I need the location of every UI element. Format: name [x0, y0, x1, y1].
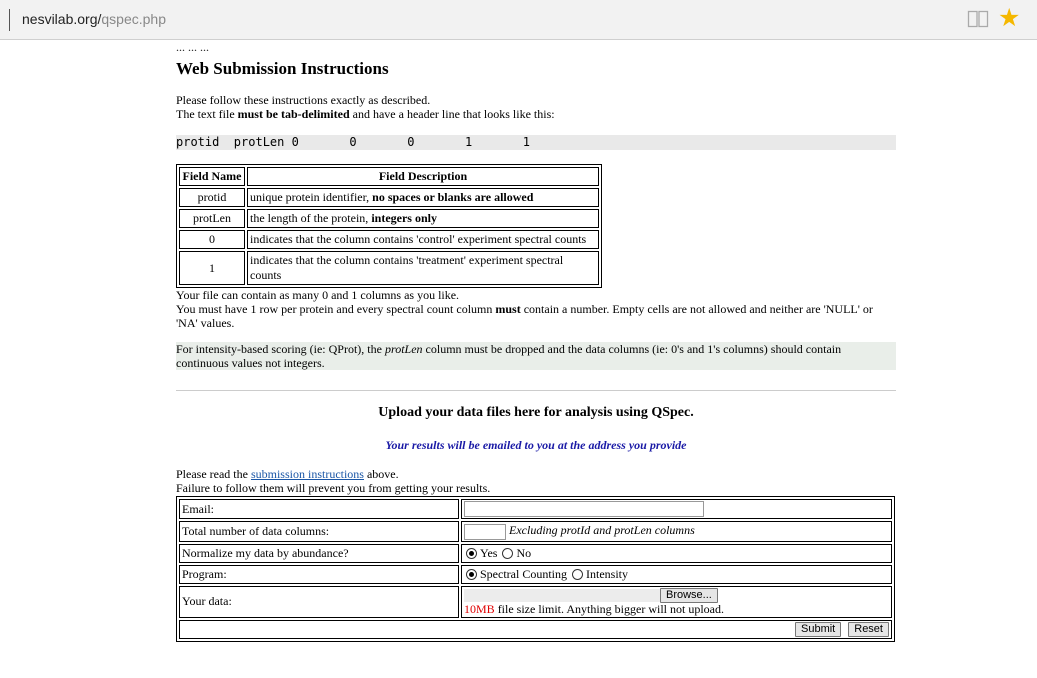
table-row: [179, 209, 599, 228]
page-title: Web Submission Instructions: [176, 59, 389, 78]
columns-label: Total number of data columns:: [179, 521, 459, 541]
form-row-normalize: [179, 544, 892, 563]
field-name: protid: [179, 188, 245, 207]
size-limit-note: 10MB file size limit. Anything bigger will not upload.: [464, 601, 724, 616]
table-row: [179, 251, 599, 285]
field-name: 0: [179, 230, 245, 249]
normalize-no-label: No: [516, 545, 532, 560]
email-field[interactable]: [464, 501, 704, 517]
url-field[interactable]: [22, 11, 166, 27]
normalize-label: Normalize my data by abundance?: [179, 544, 459, 563]
program-label: Program:: [179, 565, 459, 584]
intensity-radio[interactable]: [572, 569, 583, 580]
form-row-program: [179, 565, 892, 584]
url-host: nesvilab.org/: [22, 11, 102, 27]
clipped-text: ... ... ...: [176, 40, 209, 54]
fields-table: [176, 164, 602, 288]
file-path-field[interactable]: [464, 589, 660, 602]
form-row-data: [179, 586, 892, 618]
form-row-buttons: [179, 620, 892, 640]
field-description: indicates that the column contains 'treatment' experiment spectral counts: [247, 251, 599, 285]
columns-hint: Excluding protId and protLen columns: [509, 523, 695, 538]
reset-button[interactable]: Reset: [848, 622, 889, 637]
field-description: the length of the protein, integers only: [247, 209, 599, 228]
divider: [176, 390, 896, 391]
field-name: 1: [179, 251, 245, 285]
read-instructions-text: Please read the submission instructions above. Failure to follow them will prevent you from getting your results.: [176, 467, 491, 495]
submit-button[interactable]: Submit: [795, 622, 841, 637]
normalize-no-radio[interactable]: [502, 548, 513, 559]
field-name: protLen: [179, 209, 245, 228]
column-header: Field Description: [247, 167, 599, 186]
table-row: [179, 230, 599, 249]
field-description: indicates that the column contains 'control' experiment spectral counts: [247, 230, 599, 249]
url-path: qspec.php: [101, 11, 166, 27]
text-cursor: [9, 9, 10, 31]
intro-text: Please follow these instructions exactly as described. The text file must be tab-delimited and have a header line that looks like this:: [176, 93, 555, 121]
column-header: Field Name: [179, 167, 245, 186]
table-header-row: [179, 167, 599, 186]
book-icon[interactable]: [967, 9, 989, 29]
star-icon[interactable]: ★: [998, 3, 1021, 32]
intensity-note: For intensity-based scoring (ie: QProt), the protLen column must be dropped and the data columns (ie: 0's and 1's columns) should contain continuous values not integers.: [176, 342, 896, 370]
form-row-columns: [179, 521, 892, 541]
browse-button[interactable]: Browse...: [660, 588, 718, 603]
upload-heading: Upload your data files here for analysis using QSpec.: [378, 405, 694, 420]
normalize-yes-radio[interactable]: [466, 548, 477, 559]
email-label: Email:: [179, 499, 459, 519]
field-description: unique protein identifier, no spaces or blanks are allowed: [247, 188, 599, 207]
spectral-counting-label: Spectral Counting: [480, 566, 567, 581]
submission-instructions-link[interactable]: submission instructions: [250, 467, 364, 481]
intensity-label: Intensity: [586, 566, 628, 581]
table-row: [179, 188, 599, 207]
header-example: protid protLen 0 0 0 1 1: [176, 135, 896, 150]
data-label: Your data:: [179, 586, 459, 618]
columns-field[interactable]: [464, 524, 506, 540]
upload-form: [176, 496, 895, 642]
normalize-yes-label: Yes: [480, 545, 498, 560]
upload-subheading: Your results will be emailed to you at the address you provide: [385, 438, 687, 452]
file-requirements-text: Your file can contain as many 0 and 1 columns as you like. You must have 1 row per protein and every spectral count column must contain a number. Empty cells are not allowed and neither are 'NULL' or 'NA' values.: [176, 288, 873, 330]
button-cell: [179, 620, 892, 640]
form-row-email: [179, 499, 892, 519]
address-bar: [0, 0, 1037, 40]
spectral-counting-radio[interactable]: [466, 569, 477, 580]
